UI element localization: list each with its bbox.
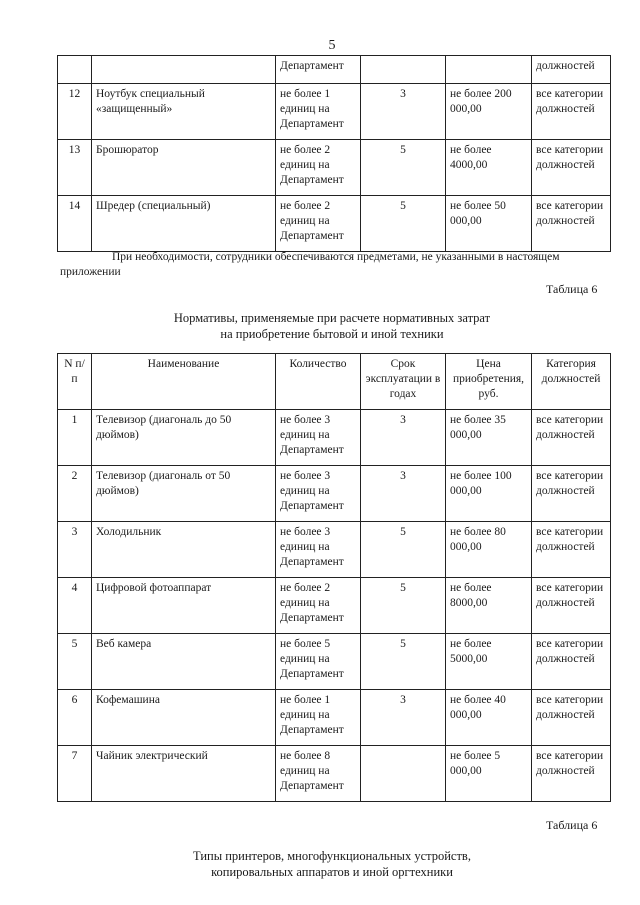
table-cell: Количество	[276, 354, 361, 410]
table-cell: 7	[58, 746, 92, 802]
table-cell: Цена приобретения, руб.	[446, 354, 532, 410]
table-cell: все категории должностей	[532, 410, 611, 466]
table-cell: все категории должностей	[532, 466, 611, 522]
table-cell: 5	[361, 196, 446, 252]
table-cell: Категория должностей	[532, 354, 611, 410]
table-cell: не более 3 единиц на Департамент	[276, 522, 361, 578]
table-cell: не более 2 единиц на Департамент	[276, 578, 361, 634]
table-cell: Брошюратор	[92, 140, 276, 196]
table6-title-line1: Нормативы, применяемые при расчете нормативных затрат	[173, 311, 491, 325]
note-paragraph: При необходимости, сотрудники обеспечиваются предметами, не указанными в настоящем приложении	[60, 251, 560, 278]
table-cell: не более 1 единиц на Департамент	[276, 690, 361, 746]
table-cell: 14	[58, 196, 92, 252]
table-cell: все категории должностей	[532, 690, 611, 746]
table-cell: все категории должностей	[532, 578, 611, 634]
table-cell: 5	[58, 634, 92, 690]
table-cell: 5	[361, 140, 446, 196]
next-table-label: Таблица 6	[546, 818, 598, 832]
table-cell: 1	[58, 410, 92, 466]
table-cell: 5	[361, 634, 446, 690]
table-cell: не более 4000,00	[446, 140, 532, 196]
table-row	[58, 196, 611, 252]
table-cell: 3	[361, 690, 446, 746]
table-row	[58, 634, 611, 690]
table-cell: Ноутбук специальный «защищенный»	[92, 84, 276, 140]
table-cell: 3	[58, 522, 92, 578]
next-table-title-line2: копировальных аппаратов и иной оргтехники	[211, 865, 453, 879]
equipment-table-continued	[57, 55, 611, 252]
table-cell: не более 2 единиц на Департамент	[276, 140, 361, 196]
household-appliances-table	[57, 353, 611, 802]
table-cell: не более 5 000,00	[446, 746, 532, 802]
table-row	[58, 466, 611, 522]
table-cell: не более 3 единиц на Департамент	[276, 466, 361, 522]
table-cell: Срок эксплуатации в годах	[361, 354, 446, 410]
table-cell: все категории должностей	[532, 522, 611, 578]
table-cell: все категории должностей	[532, 140, 611, 196]
table-cell: не более 80 000,00	[446, 522, 532, 578]
table-cell: Холодильник	[92, 522, 276, 578]
table-cell: не более 50 000,00	[446, 196, 532, 252]
table-cell: не более 100 000,00	[446, 466, 532, 522]
table6-title-line2: на приобретение бытовой и иной техники	[220, 327, 444, 341]
table-cell	[446, 56, 532, 84]
table-row	[58, 690, 611, 746]
table-cell: не более 1 единиц на Департамент	[276, 84, 361, 140]
table-cell	[92, 56, 276, 84]
table-cell: 5	[361, 522, 446, 578]
table-row	[58, 410, 611, 466]
table-cell: не более 35 000,00	[446, 410, 532, 466]
table-row	[58, 578, 611, 634]
table-cell: 3	[361, 84, 446, 140]
table-cell	[361, 746, 446, 802]
table-row	[58, 140, 611, 196]
table-cell: все категории должностей	[532, 634, 611, 690]
table-cell: Шредер (специальный)	[92, 196, 276, 252]
table-cell: Чайник электрический	[92, 746, 276, 802]
table-cell: N п/п	[58, 354, 92, 410]
table-cell: не более 2 единиц на Департамент	[276, 196, 361, 252]
table-row	[58, 56, 611, 84]
table-cell: не более 40 000,00	[446, 690, 532, 746]
table-cell: Наименование	[92, 354, 276, 410]
table-cell: 3	[361, 466, 446, 522]
table-cell: 13	[58, 140, 92, 196]
table-cell: Телевизор (диагональ до 50 дюймов)	[92, 410, 276, 466]
table-cell: не более 200 000,00	[446, 84, 532, 140]
table-cell: должностей	[532, 56, 611, 84]
next-table-title-line1: Типы принтеров, многофункциональных устройств,	[193, 849, 471, 863]
table-cell: все категории должностей	[532, 84, 611, 140]
table-cell: 3	[361, 410, 446, 466]
table-cell: все категории должностей	[532, 746, 611, 802]
table-cell: не более 8000,00	[446, 578, 532, 634]
table-row	[58, 746, 611, 802]
table-cell: Телевизор (диагональ от 50 дюймов)	[92, 466, 276, 522]
table-row	[58, 84, 611, 140]
table-cell: 4	[58, 578, 92, 634]
table-row	[58, 522, 611, 578]
table-cell: Веб камера	[92, 634, 276, 690]
table-cell: не более 5 единиц на Департамент	[276, 634, 361, 690]
table6-label: Таблица 6	[546, 282, 598, 296]
table-cell: Департамент	[276, 56, 361, 84]
table-cell: не более 5000,00	[446, 634, 532, 690]
table-cell: 2	[58, 466, 92, 522]
table-cell	[58, 56, 92, 84]
page-number: 5	[328, 38, 336, 53]
table-header-row	[58, 354, 611, 410]
table-cell: 6	[58, 690, 92, 746]
table-cell: 5	[361, 578, 446, 634]
table-cell: не более 3 единиц на Департамент	[276, 410, 361, 466]
table-cell: Цифровой фотоаппарат	[92, 578, 276, 634]
table-cell: все категории должностей	[532, 196, 611, 252]
table-cell: 12	[58, 84, 92, 140]
table-cell: Кофемашина	[92, 690, 276, 746]
table-cell: не более 8 единиц на Департамент	[276, 746, 361, 802]
table-cell	[361, 56, 446, 84]
